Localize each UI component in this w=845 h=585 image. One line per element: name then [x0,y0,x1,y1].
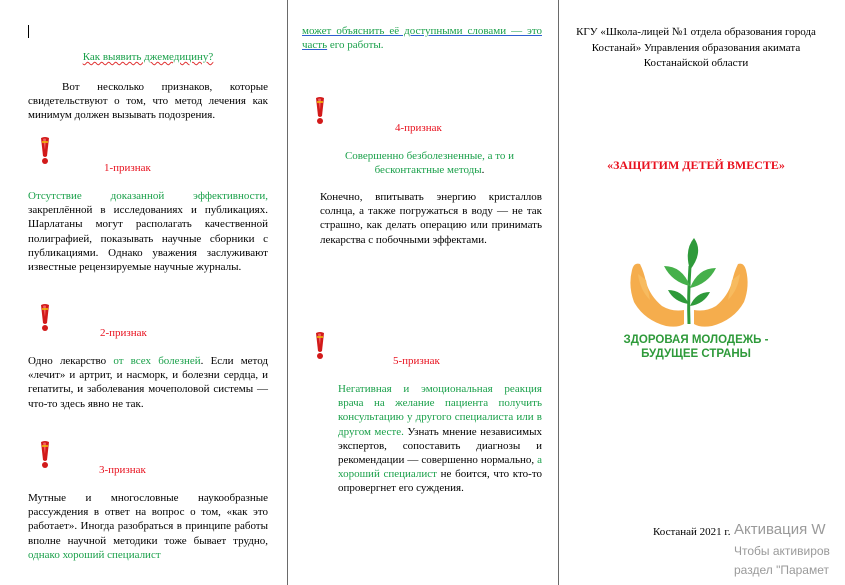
exclamation-icon [36,440,54,470]
organization-name: КГУ «Школа-лицей №1 отдела образования города Костанай» Управления образования акимата Костанайской области [576,26,816,69]
sign2-paragraph: Одно лекарство от всех болезней. Если метод «лечит» и артрит, и насморк, и болезни сердца, и гепатиты, и заболевания мочеполовой системы — что-то здесь явно не так. [28,355,268,410]
brochure-title: Как выявить джемедицину? [82,51,214,63]
exclamation-icon [36,136,54,166]
sign3-continuation: может объяснить её доступными словами — это часть его работы. [302,25,542,52]
sign1-paragraph: Отсутствие доказанной эффективности, закреплённой в исследованиях и публикациях. Шарлатаны могут располагать качественной полиграфией, показывать научные сборники с публикациями. Однако уважения заслуживают известные рецензируемые научные журналы. [28,190,268,274]
sign4-heading: 4-признак [395,122,442,134]
sign2-heading: 2-признак [100,327,147,339]
logo-caption-line1: ЗДОРОВАЯ МОЛОДЕЖЬ - [623,334,769,346]
column-divider-left [287,0,288,585]
sign3-paragraph: Мутные и многословные наукообразные рассуждения в ответ на вопрос о том, «как это работает». Иногда разобраться в принципе работы вполне научной методики тоже бывает трудно, однако хороший специалист [28,492,268,561]
slogan: «ЗАЩИТИМ ДЕТЕЙ ВМЕСТЕ» [607,158,785,172]
column-divider-right [558,0,559,585]
sign4-paragraph: Конечно, впитывать энергию кристаллов солнца, а также погружаться в воду — не так страшно, как делать операцию или принимать лекарства с побочными эффектами. [320,191,542,246]
logo-image [624,236,754,344]
text-cursor [28,25,29,38]
activation-watermark-title: Активация W [734,521,826,538]
exclamation-icon [36,303,54,333]
logo-caption [604,333,788,361]
footer-city-year: Костанай 2021 г. [653,526,731,538]
sign4-subheading: Совершенно безболезненные, а то и бесконтактные методы. [344,150,515,177]
sign5-heading: 5-признак [393,355,440,367]
exclamation-icon [311,96,329,126]
sign5-paragraph: Негативная и эмоциональная реакция врача на желание пациента получить консультацию у другого специалиста или в другом месте. Узнать мнение независимых экспертов, сопоставить диагнозы и рекомендации — совершенно нормально, а хороший специалист не боится, что кто-то опровергнет его суждения. [338,383,542,495]
activation-watermark-line3: раздел "Парамет [734,563,829,577]
sign1-heading: 1-признак [104,162,151,174]
logo-caption-line2: БУДУЩЕЕ СТРАНЫ [641,348,751,360]
exclamation-icon [311,331,329,361]
sign3-heading: 3-признак [99,464,146,476]
activation-watermark-line2: Чтобы активиров [734,544,830,558]
intro-paragraph: Вот несколько признаков, которые свидетельствуют о том, что метод лечения как минимум должен вызывать подозрения. [28,81,268,122]
